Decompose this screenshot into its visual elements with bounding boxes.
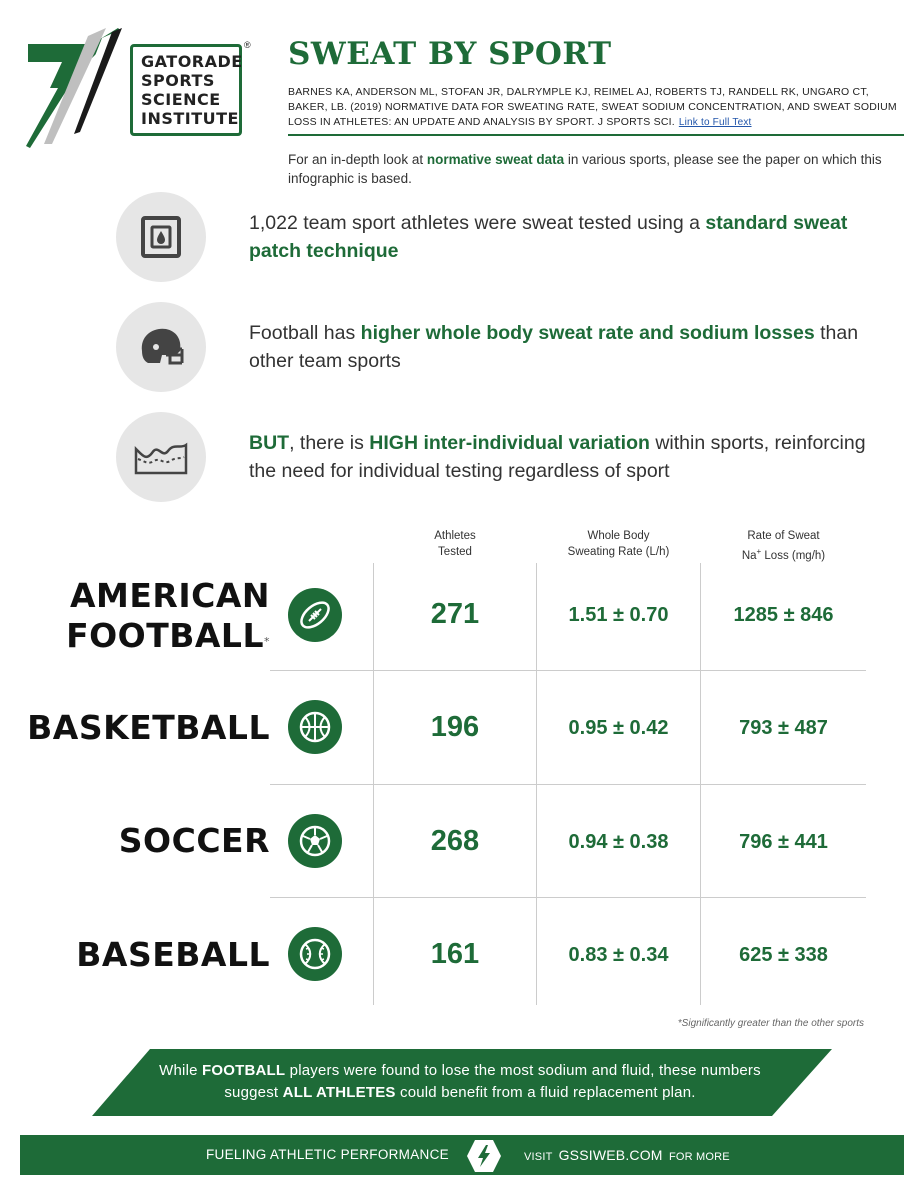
football-icon [288,588,342,642]
basketball-icon [288,700,342,754]
logo-line-1: GATORADE [141,52,243,71]
fact-variation [116,412,896,502]
fact-sweat-patch [116,192,896,282]
logo-wordmark [130,44,242,136]
sodium-loss-value: 796 ± 441 [739,831,828,853]
footer-bar [20,1135,904,1175]
logo-line-4: INSTITUTE [141,109,239,128]
football-helmet-icon [136,325,186,369]
citation-text: BARNES KA, ANDERSON ML, STOFAN JR, DALRYMPLE KJ, REIMEL AJ, ROBERTS TJ, RANDELL RK, UNGARO CT, BAKER, LB. (2019) NORMATIVE DATA FOR SWEATING RATE, SWEAT SODIUM CONCENTRATION, AND SWEAT SODIUM LOSS IN ATHLETES: AN UPDATE AND ANALYSIS BY SPORT. J SPORTS SCI. [288,86,897,128]
gatorade-bolt-icon [466,1138,502,1174]
athletes-tested-value: 161 [430,938,480,970]
website-link[interactable]: GSSIWEB.COM [558,1147,663,1163]
footer-website: VISIT GSSIWEB.COM FOR MORE [524,1147,730,1163]
header-sodium-loss: Rate of Sweat Na+ Loss (mg/h) [741,530,826,562]
title-divider [288,134,904,136]
header-sweat-rate: Whole Body Sweating Rate (L/h) [567,530,670,558]
soccer-ball-icon [288,814,342,868]
gssi-logo [22,28,251,150]
sweat-rate-value: 0.95 ± 0.42 [568,717,669,739]
row-divider [270,784,866,785]
fact-icon-circle [116,302,206,392]
header-athletes: Athletes Tested [434,530,476,558]
sport-name-basketball: BASKETBALL [27,708,270,747]
athletes-tested-value: 196 [430,711,480,743]
footer-tagline: FUELING ATHLETIC PERFORMANCE [206,1147,449,1162]
sweat-rate-value: 0.94 ± 0.38 [568,831,669,853]
page-title: SWEAT BY SPORT [288,36,612,72]
registered-mark: ® [244,40,251,50]
conclusion-text: While FOOTBALL players were found to lose the most sodium and fluid, these numbers suggest ALL ATHLETES could benefit from a fluid replacement plan. [159,1062,761,1101]
row-divider [270,670,866,671]
fact-text: 1,022 team sport athletes were sweat tested using a standard sweat patch technique [249,212,848,262]
athletes-tested-value: 268 [430,825,480,857]
full-text-link[interactable]: Link to Full Text [678,117,752,128]
sport-name-soccer: SOCCER [118,821,270,860]
fact-icon-circle [116,412,206,502]
sweat-patch-icon [139,214,183,260]
athletes-tested-value: 271 [430,598,480,630]
intro-text: For an in-depth look at normative sweat data in various sports, please see the paper on which this infographic is based. [288,152,882,186]
sweat-rate-value: 0.83 ± 0.34 [568,944,669,966]
sport-name-baseball: BASEBALL [76,935,270,974]
row-divider [270,897,866,898]
citation [288,85,900,130]
fact-text: Football has higher whole body sweat rate and sodium losses than other team sports [249,322,859,372]
baseball-icon [288,927,342,981]
sodium-loss-value: 1285 ± 846 [733,604,834,626]
logo-line-2: SPORTS [141,71,215,90]
sport-name-american-football: AMERICAN FOOTBALL* [66,576,270,655]
variation-chart-icon [134,439,188,475]
bolt-icon [22,28,142,150]
sodium-loss-value: 625 ± 338 [739,944,828,966]
fact-text: BUT, there is HIGH inter-individual variation within sports, reinforcing the need for individual testing regardless of sport [249,432,866,482]
sweat-rate-value: 1.51 ± 0.70 [568,604,669,626]
logo-line-3: SCIENCE [141,90,221,109]
significance-marker: * [264,635,270,648]
sodium-loss-value: 793 ± 487 [739,717,828,739]
fact-football [116,302,896,392]
footnote: *Significantly greater than the other sports [677,1018,864,1029]
fact-icon-circle [116,192,206,282]
